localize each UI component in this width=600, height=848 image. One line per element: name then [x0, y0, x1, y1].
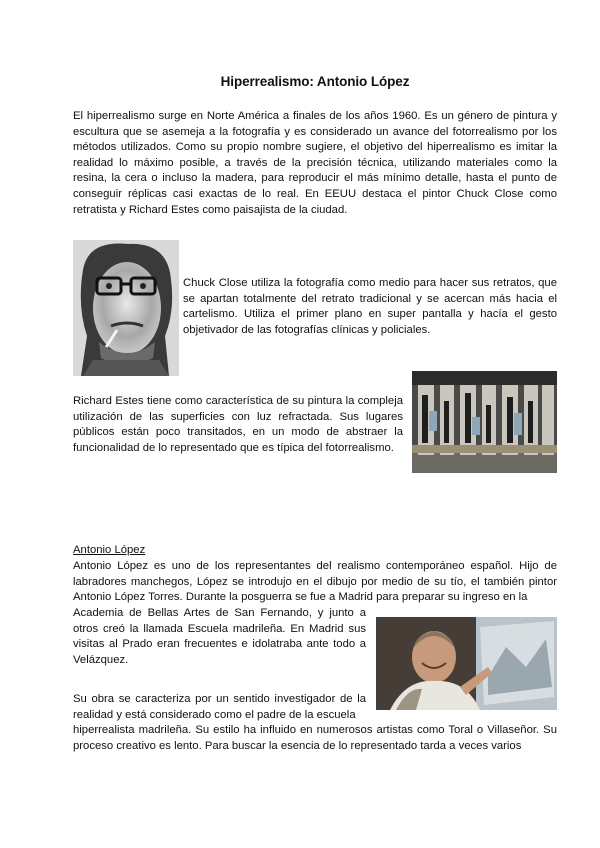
antonio-lopez-paragraph-1-full: Antonio López es uno de los representantes del realismo contemporáneo español. Hijo de labradores manchegos, López se introdujo en el dibujo por medio de su tío, el también pintor Antonio López Torres. Durante la posguerra se fue a Madrid para preparar su ingreso en la	[73, 560, 557, 604]
chuck-close-paragraph: Chuck Close utiliza la fotografía como medio para hacer sus retratos, que se apartan totalmente del retrato tradicional y se acercan más hacia el cartelismo. Utiliza el primer plano en super pantalla y hacía el gesto objetivador de las fotografías clínicas y policiales.	[183, 277, 557, 336]
antonio-lopez-paragraph-2-full: hiperrealista madrileña. Su estilo ha influido en numerosos artistas como Toral o Villaseñor. Su proceso creativo es lento. Para buscar la esencia de lo representado tarda a veces varios	[73, 724, 557, 752]
antonio-lopez-paragraph-1-narrow: Academia de Bellas Artes de San Fernando, y junto a otros creó la llamada Escuela madrileña. En Madrid sus visitas al Prado eran frecuentes e idolatraba ante todo a Velázquez.	[73, 607, 366, 666]
antonio-lopez-paragraph-2-narrow: Su obra se caracteriza por un sentido investigador de la realidad y está considerado como el padre de la escuela	[73, 693, 366, 721]
antonio-lopez-heading: Antonio López	[73, 544, 146, 556]
richard-estes-painting-image	[412, 371, 557, 473]
richard-estes-paragraph: Richard Estes tiene como característica de su pintura la compleja utilización de las superficies con luz refractada. Sus lugares públicos están poco transitados, en un modo de abstraer la funcionalidad de lo representado que es típica del fotorrealismo.	[73, 395, 403, 454]
intro-paragraph: El hiperrealismo surge en Norte América a finales de los años 1960. Es un género de pintura y escultura que se asemeja a la fotografía y es considerado un avance del fotorrealismo por los métodos utilizados. Como su propio nombre sugiere, el objetivo del hiperrealismo es imitar la realidad lo máximo posible, a través de la precisión técnica, utilizando materiales como la resina, la cera o incluso la madera, para reproducir el más mínimo detalle, hasta el punto de conseguir réplicas casi exactas de lo real. En EEUU destaca el pintor Chuck Close como retratista y Richard Estes como paisajista de la ciudad.	[73, 110, 557, 216]
chuck-close-portrait-image	[73, 240, 179, 376]
page-title: Hiperrealismo: Antonio López	[220, 74, 410, 89]
antonio-lopez-photo-image	[376, 617, 557, 710]
